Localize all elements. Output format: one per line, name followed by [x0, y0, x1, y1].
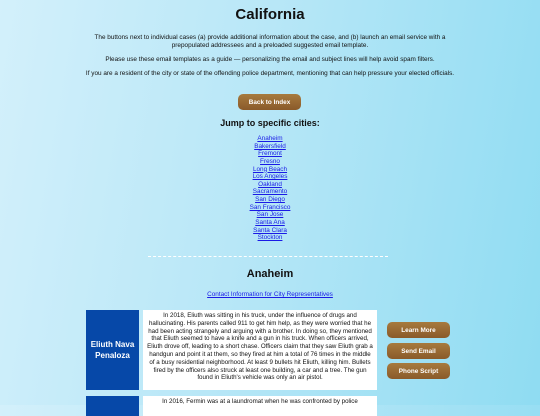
list-item — [0, 211, 540, 219]
list-item — [0, 173, 540, 181]
city-link-san-francisco[interactable]: San Francisco — [249, 203, 291, 211]
intro-paragraph-residents: If you are a resident of the city or state of the offending police department, mentioning that can help pressure your elected officials. — [85, 70, 455, 77]
list-item — [0, 166, 540, 174]
list-item — [0, 181, 540, 189]
city-link-san-diego[interactable]: San Diego — [255, 196, 285, 204]
contact-representatives-link[interactable]: Contact Information for City Representatives — [207, 291, 333, 298]
city-link-san-jose[interactable]: San Jose — [256, 211, 284, 219]
city-link-long-beach[interactable]: Long Beach — [252, 165, 288, 173]
victim-name-card: Eliuth Nava Penaloza — [86, 310, 139, 390]
city-link-santa-clara[interactable]: Santa Clara — [253, 226, 287, 234]
city-link-stockton[interactable]: Stockton — [257, 234, 283, 242]
jump-to-cities-heading: Jump to specific cities: — [220, 118, 320, 128]
city-link-bakersfield[interactable]: Bakersfield — [254, 142, 286, 150]
city-link-list — [0, 135, 540, 242]
city-link-oakland[interactable]: Oakland — [258, 180, 282, 188]
intro-paragraph-templates: Please use these email templates as a guide — personalizing the email and subject lines will help avoid spam filters. — [105, 56, 435, 63]
list-item — [0, 158, 540, 166]
back-to-index-button[interactable]: Back to Index — [238, 94, 301, 110]
victim-name-card — [86, 396, 139, 416]
city-link-fremont[interactable]: Fremont — [258, 150, 282, 158]
list-item — [0, 227, 540, 235]
intro-paragraph-buttons: The buttons next to individual cases (a) provide additional information about the case, and (b) launch an email service with a prepopulated addressees and a preloaded suggested email template. — [94, 34, 446, 49]
list-item — [0, 188, 540, 196]
list-item — [0, 234, 540, 242]
section-divider — [148, 256, 388, 257]
learn-more-button[interactable]: Learn More — [387, 322, 450, 338]
case-story: In 2018, Eliuth was sitting in his truck, under the influence of drugs and hallucinating. His parents called 911 to get him help, as they were worried that he had been acting strangely and arguing with a brother. In doing so, they mentioned that Eliuth seemed to have a knife and a gun in his truck. When officers arrived, Eliuth drove off, leading to a short chase. Officers claim that they saw Eliuth grab a handgun and point it at them, so they fired at him a total of 76 times in the middle of a busy residential neighborhood. At least 9 bullets hit Eliuth, killing him. Bullets fired by the officers also struck at least one building, a car and a tree. The gun found in Eliuth's vehicle was only an air pistol. — [143, 310, 377, 390]
case-story: In 2016, Fermin was at a laundromat when he was confronted by police — [143, 396, 377, 416]
city-link-los-angeles[interactable]: Los Angeles — [252, 173, 288, 181]
city-link-sacramento[interactable]: Sacramento — [252, 188, 288, 196]
list-item — [0, 150, 540, 158]
list-item — [0, 135, 540, 143]
city-link-fresno[interactable]: Fresno — [260, 157, 280, 165]
page-title: California — [235, 6, 305, 23]
list-item — [0, 219, 540, 227]
city-link-santa-ana[interactable]: Santa Ana — [255, 219, 285, 227]
list-item — [0, 196, 540, 204]
city-section-title: Anaheim — [246, 268, 294, 280]
list-item — [0, 143, 540, 151]
send-email-button[interactable]: Send Email — [387, 343, 450, 359]
contact-info-container — [0, 291, 540, 298]
list-item — [0, 204, 540, 212]
phone-script-button[interactable]: Phone Script — [387, 363, 450, 379]
city-link-anaheim[interactable]: Anaheim — [257, 135, 283, 142]
